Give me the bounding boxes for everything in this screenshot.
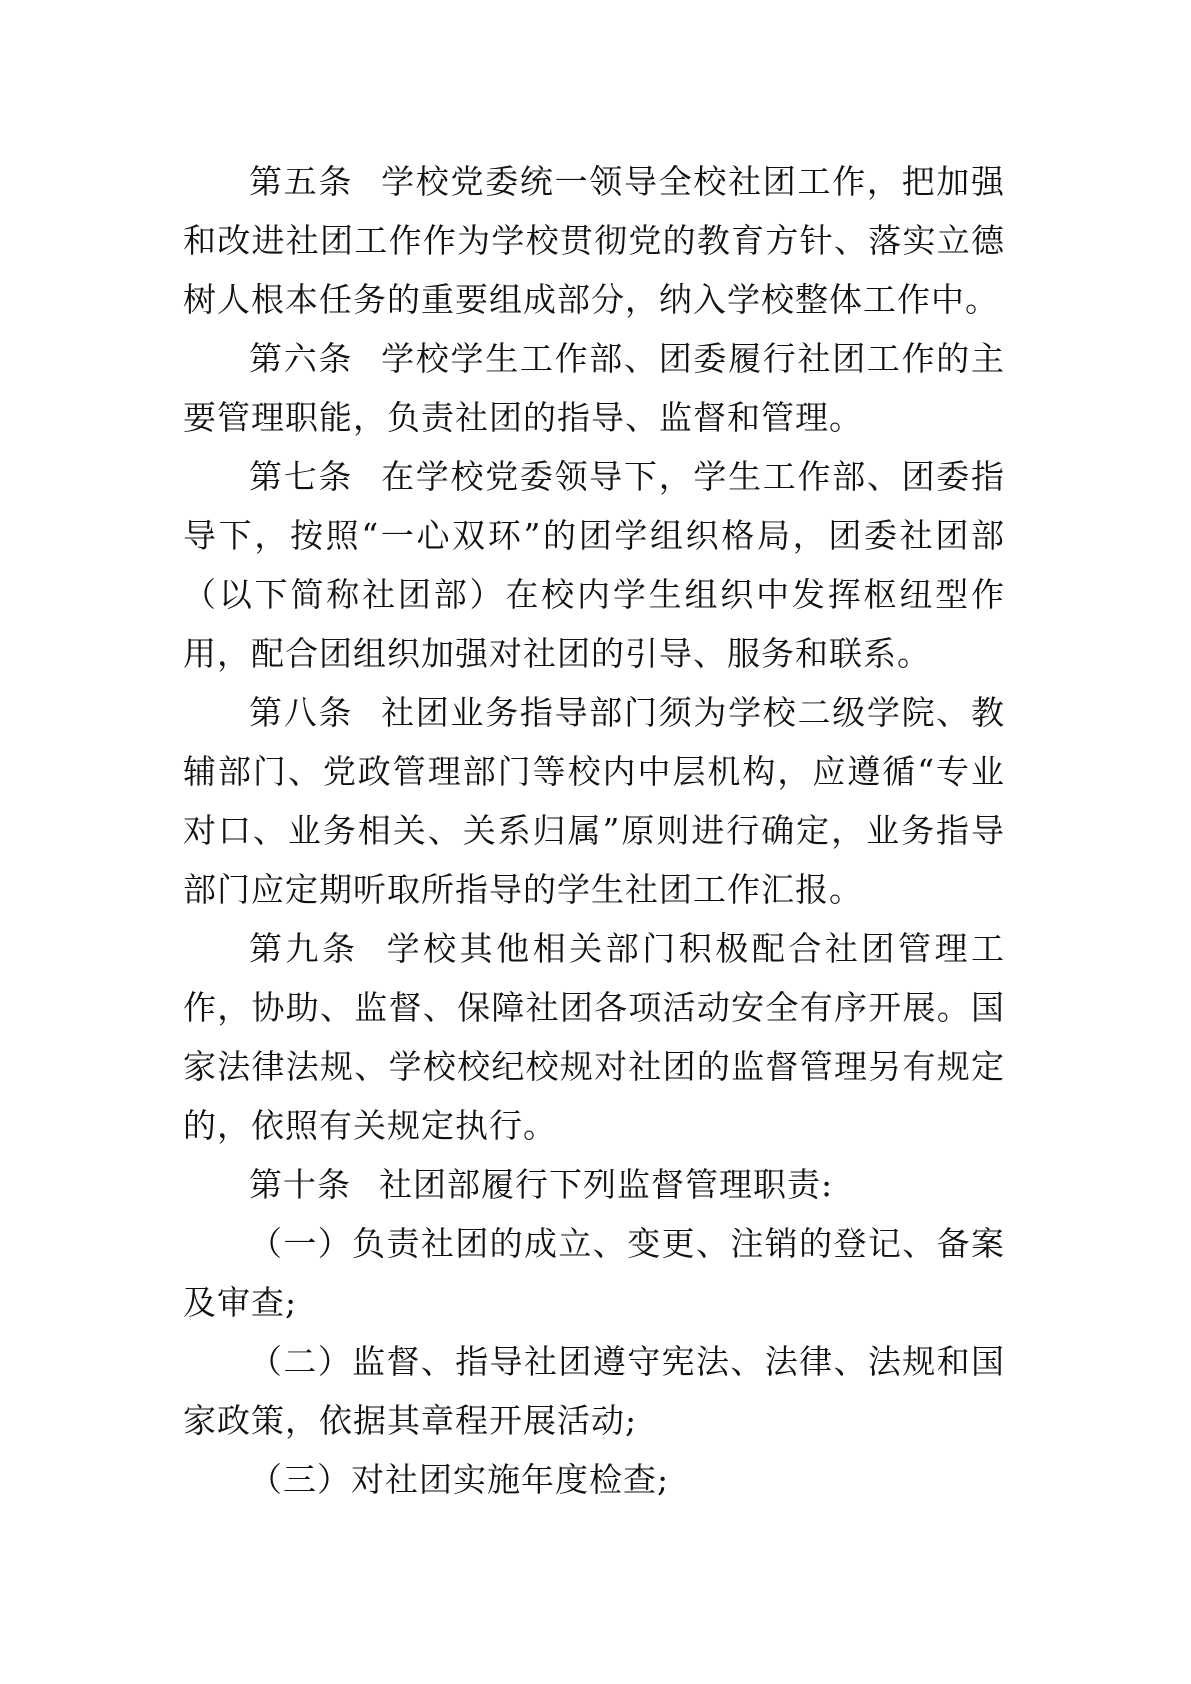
article-label: 第七条 xyxy=(249,457,354,496)
article-9 xyxy=(183,919,1005,1155)
article-8 xyxy=(183,683,1005,919)
article-text: 社团业务指导部门须为学校二级学院、教辅部门、党政管理部门等校内中层机构，应遵循“专业对口、业务相关、关系归属”原则进行确定，业务指导部门应定期听取所指导的学生社团工作汇报。 xyxy=(183,693,1006,909)
article-label: 第九条 xyxy=(249,929,359,968)
article-label: 第十条 xyxy=(249,1165,351,1204)
article-text: 学校党委统一领导全校社团工作，把加强和改进社团工作作为学校贯彻党的教育方针、落实立德树人根本任务的重要组成部分，纳入学校整体工作中。 xyxy=(183,162,1006,319)
article-label: 第五条 xyxy=(249,162,354,201)
article-text: 在学校党委领导下，学生工作部、团委指导下，按照“一心双环”的团学组织格局，团委社团部（以下简称社团部）在校内学生组织中发挥枢纽型作用，配合团组织加强对社团的引导、服务和联系。 xyxy=(183,457,1006,673)
document-body xyxy=(183,152,1005,1509)
list-item: （三）对社团实施年度检查; xyxy=(249,1460,670,1499)
article-5 xyxy=(183,152,1005,329)
article-text: 学校其他相关部门积极配合社团管理工作，协助、监督、保障社团各项活动安全有序开展。国家法律法规、学校校纪校规对社团的监督管理另有规定的，依照有关规定执行。 xyxy=(183,929,1006,1145)
list-item: （一）负责社团的成立、变更、注销的登记、备案及审查; xyxy=(183,1224,1005,1322)
article-text: 社团部履行下列监督管理职责: xyxy=(379,1165,834,1204)
article-label: 第八条 xyxy=(249,693,354,732)
article-6 xyxy=(183,329,1005,447)
article-7 xyxy=(183,447,1005,683)
article-label: 第六条 xyxy=(249,339,354,378)
article-10 xyxy=(183,1155,1005,1214)
list-item: （二）监督、指导社团遵守宪法、法律、法规和国家政策，依据其章程开展活动; xyxy=(183,1342,1005,1440)
article-text: 学校学生工作部、团委履行社团工作的主要管理职能，负责社团的指导、监督和管理。 xyxy=(183,339,1006,437)
